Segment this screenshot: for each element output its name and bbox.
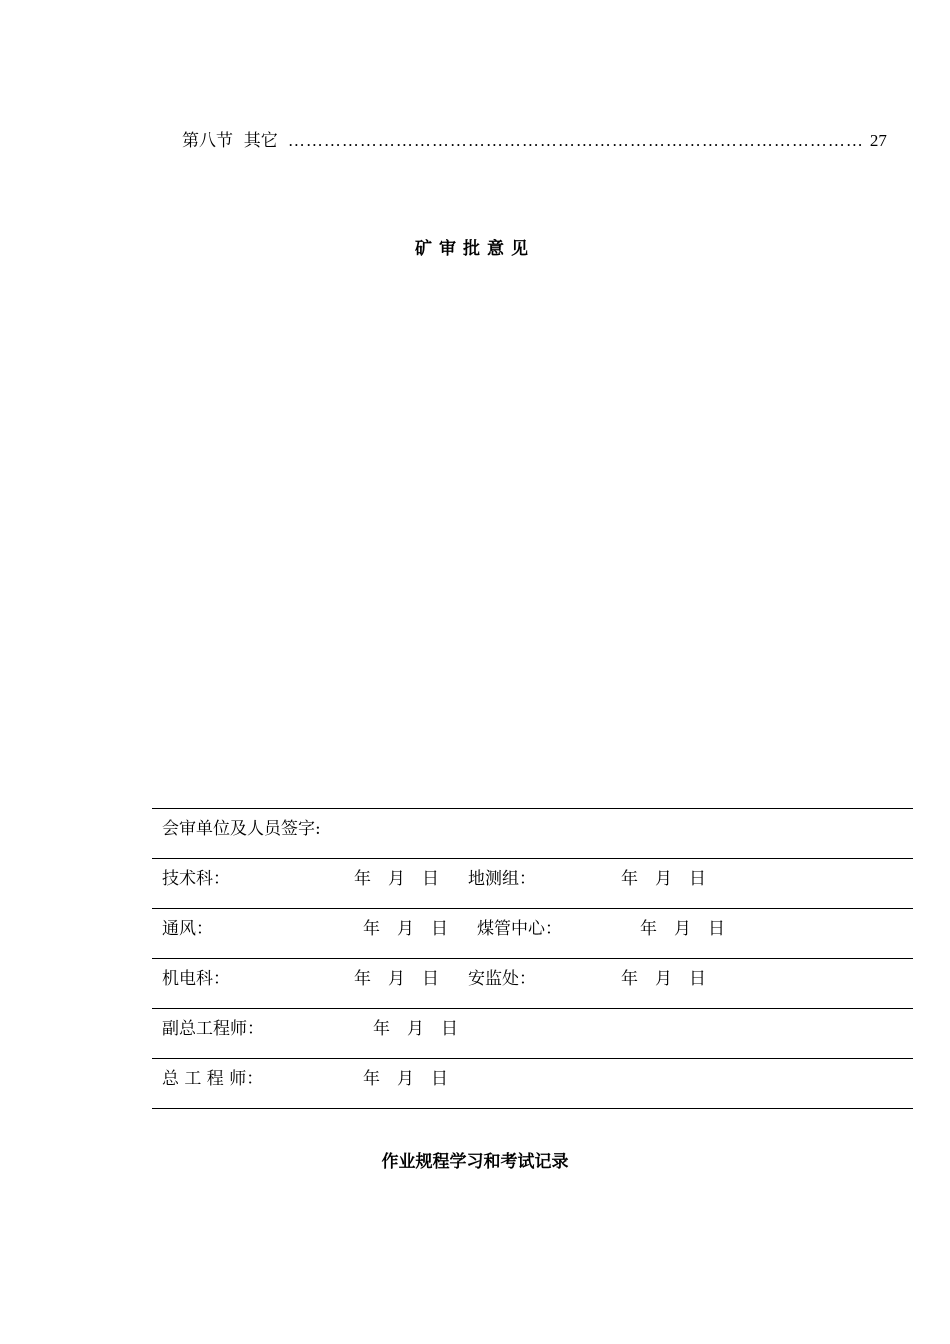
dept-label: 总 工 程 师： (162, 1069, 264, 1089)
signature-row (152, 909, 913, 959)
date-field: 年 月 日 (621, 969, 706, 989)
signature-cell (152, 1009, 913, 1059)
study-record-title: 作业规程学习和考试记录 (381, 1152, 569, 1172)
signature-row (152, 959, 913, 1009)
signature-row (152, 1059, 913, 1109)
date-field: 年 月 日 (354, 869, 439, 889)
toc-section-title: 第八节 其它 (182, 131, 278, 151)
signature-cell (152, 1059, 913, 1109)
dept-label: 安监处： (468, 969, 536, 989)
dept-label: 副总工程师： (162, 1019, 264, 1039)
signature-header-cell (152, 809, 913, 859)
signature-row (152, 1009, 913, 1059)
date-field: 年 月 日 (363, 919, 448, 939)
date-field: 年 月 日 (373, 1019, 458, 1039)
dept-label: 机电科： (162, 969, 230, 989)
signature-header: 会审单位及人员签字: (162, 819, 321, 839)
toc-entry (182, 126, 887, 151)
date-field: 年 月 日 (640, 919, 725, 939)
signature-table (152, 808, 913, 1109)
date-field: 年 月 日 (363, 1069, 448, 1089)
dept-label: 地测组： (468, 869, 536, 889)
toc-leader-dots: …………………………………………………………………………………… (287, 131, 864, 150)
date-field: 年 月 日 (354, 969, 439, 989)
dept-label: 技术科： (162, 869, 230, 889)
dept-label: 煤管中心： (477, 919, 562, 939)
approval-title: 矿审批意见 (415, 239, 535, 259)
signature-header-row (152, 809, 913, 859)
toc-page-number: 27 (869, 131, 887, 150)
signature-cell (152, 959, 913, 1009)
signature-row (152, 859, 913, 909)
date-field: 年 月 日 (621, 869, 706, 889)
signature-cell (152, 909, 913, 959)
signature-cell (152, 859, 913, 909)
dept-label: 通风： (162, 919, 213, 939)
